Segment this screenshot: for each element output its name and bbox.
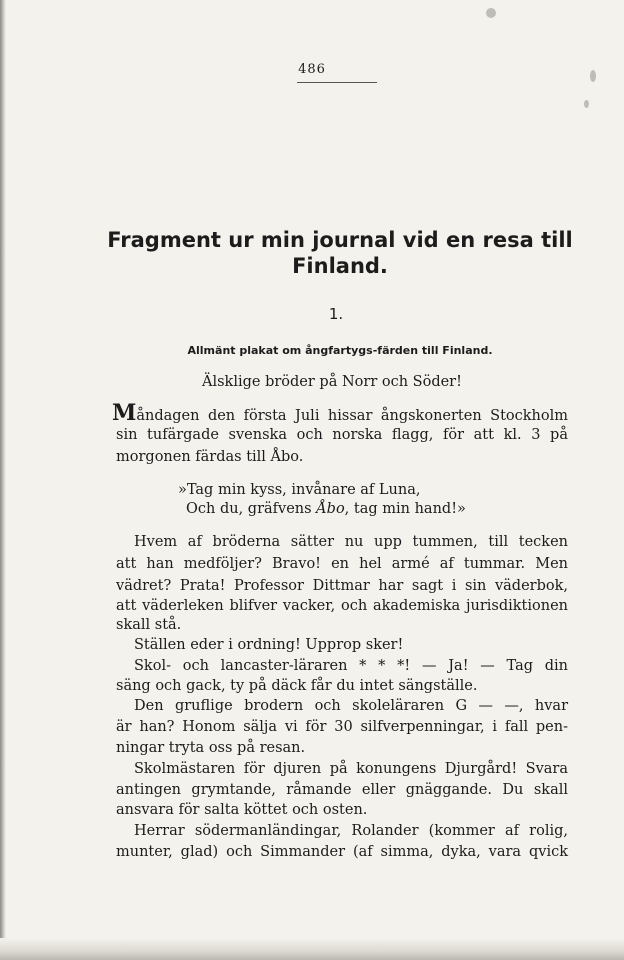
paragraph-line: Skolmästaren för djuren på konungens Djurgård! Svara bbox=[134, 761, 568, 777]
paragraph-line: är han? Honom sälja vi för 30 silfverpenningar, i fall pen- bbox=[116, 719, 568, 735]
salutation-line: Älsklige bröder på Norr och Söder! bbox=[202, 374, 462, 390]
paragraph-line: skall stå. bbox=[116, 617, 182, 633]
paragraph-line: morgonen färdas till Åbo. bbox=[116, 449, 304, 465]
paragraph-line: Skol- och lancaster-läraren * * *! — Ja! — Tag din bbox=[134, 658, 568, 674]
page-number-rule bbox=[297, 82, 377, 83]
paragraph-line: antingen grymtande, råmande eller gnäggande. Du skall bbox=[116, 782, 568, 798]
paragraph-line: att han medföljer? Bravo! en hel armé af tummar. Men bbox=[116, 556, 568, 572]
paragraph-line: säng och gack, ty på däck får du intet sängställe. bbox=[116, 678, 478, 694]
paragraph-line: Herrar södermanländingar, Rolander (kommer af rolig, bbox=[134, 823, 568, 839]
paragraph-line: ansvara för salta köttet och osten. bbox=[116, 802, 368, 818]
paragraph-line: Ställen eder i ordning! Upprop sker! bbox=[134, 637, 404, 653]
paragraph-line: Hvem af bröderna sätter nu upp tummen, till tecken bbox=[134, 534, 568, 550]
drop-cap: M bbox=[112, 400, 137, 426]
paragraph-line: att väderleken blifver vacker, och akademiska jurisdiktionen bbox=[116, 598, 568, 614]
verse-line: Och du, gräfvens Åbo, tag min hand!» bbox=[186, 501, 466, 517]
chapter-title: Fragment ur min journal vid en resa till Finland. bbox=[107, 228, 573, 278]
section-number: 1. bbox=[328, 305, 344, 323]
verse-line: »Tag min kyss, invånare af Luna, bbox=[178, 482, 421, 498]
page-left-edge-shadow bbox=[0, 0, 6, 960]
page-number: 486 bbox=[298, 62, 326, 77]
paper-speck bbox=[584, 100, 589, 108]
section-subtitle: Allmänt plakat om ångfartygs-färden till Finland. bbox=[187, 344, 493, 357]
paragraph-line: Måndagen den första Juli hissar ångskonerten Stockholm bbox=[112, 400, 568, 426]
paper-speck bbox=[486, 8, 496, 18]
paragraph-line: sin tufärgade svenska och norska flagg, för att kl. 3 på bbox=[116, 427, 568, 443]
paragraph-line: vädret? Prata! Professor Dittmar har sagt i sin väderbok, bbox=[116, 578, 568, 594]
paragraph-line: munter, glad) och Simmander (af simma, dyka, vara qvick bbox=[116, 844, 568, 860]
page-bottom-edge-shadow bbox=[0, 938, 624, 960]
paragraph-line: Den gruflige brodern och skoleläraren G — —, hvar bbox=[134, 698, 568, 714]
paragraph-line: ningar tryta oss på resan. bbox=[116, 740, 306, 756]
